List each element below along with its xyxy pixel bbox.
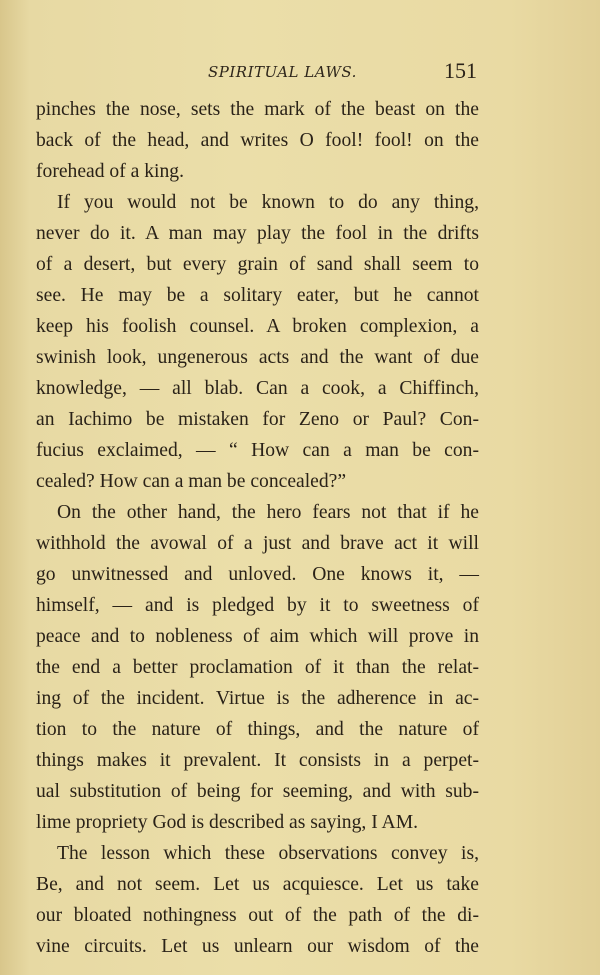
text-line: the end a better proclamation of it than the relat- xyxy=(36,657,479,678)
text-line: fucius exclaimed, — “ How can a man be con- xyxy=(36,440,479,461)
text-line: keep his foolish counsel. A broken complexion, a xyxy=(36,316,479,337)
text-line: vine circuits. Let us unlearn our wisdom of the xyxy=(36,936,479,957)
text-line: forehead of a king. xyxy=(36,161,184,182)
text-line: an Iachimo be mistaken for Zeno or Paul? Con- xyxy=(36,409,479,430)
text-line: tion to the nature of things, and the nature of xyxy=(36,719,479,740)
text-line: If you would not be known to do any thing, xyxy=(57,192,479,213)
page-header xyxy=(36,57,479,87)
text-line: things makes it prevalent. It consists in a perpet- xyxy=(36,750,479,771)
running-title: SPIRITUAL LAWS. xyxy=(208,63,357,81)
text-line: On the other hand, the hero fears not that if he xyxy=(57,502,479,523)
text-line: lime propriety God is described as saying, I AM. xyxy=(36,812,419,833)
body-text xyxy=(36,94,479,962)
text-line: of a desert, but every grain of sand shall seem to xyxy=(36,254,479,275)
text-line: ing of the incident. Virtue is the adherence in ac- xyxy=(36,688,479,709)
text-line: go unwitnessed and unloved. One knows it, — xyxy=(36,564,479,585)
text-line: Be, and not seem. Let us acquiesce. Let us take xyxy=(36,874,479,895)
text-line: peace and to nobleness of aim which will prove in xyxy=(36,626,479,647)
page-number: 151 xyxy=(444,58,477,83)
text-line: himself, — and is pledged by it to sweetness of xyxy=(36,595,479,616)
text-line: ual substitution of being for seeming, and with sub- xyxy=(36,781,479,802)
text-line: knowledge, — all blab. Can a cook, a Chiffinch, xyxy=(36,378,479,399)
text-line: our bloated nothingness out of the path of the di- xyxy=(36,905,479,926)
text-line: swinish look, ungenerous acts and the want of due xyxy=(36,347,479,368)
text-line: The lesson which these observations convey is, xyxy=(57,843,479,864)
text-line: see. He may be a solitary eater, but he cannot xyxy=(36,285,479,306)
text-line: never do it. A man may play the fool in the drifts xyxy=(36,223,479,244)
text-line: back of the head, and writes O fool! fool! on the xyxy=(36,130,479,151)
text-line: withhold the avowal of a just and brave act it will xyxy=(36,533,479,554)
text-line: cealed? How can a man be concealed?” xyxy=(36,471,347,492)
text-line: pinches the nose, sets the mark of the beast on the xyxy=(36,99,479,120)
